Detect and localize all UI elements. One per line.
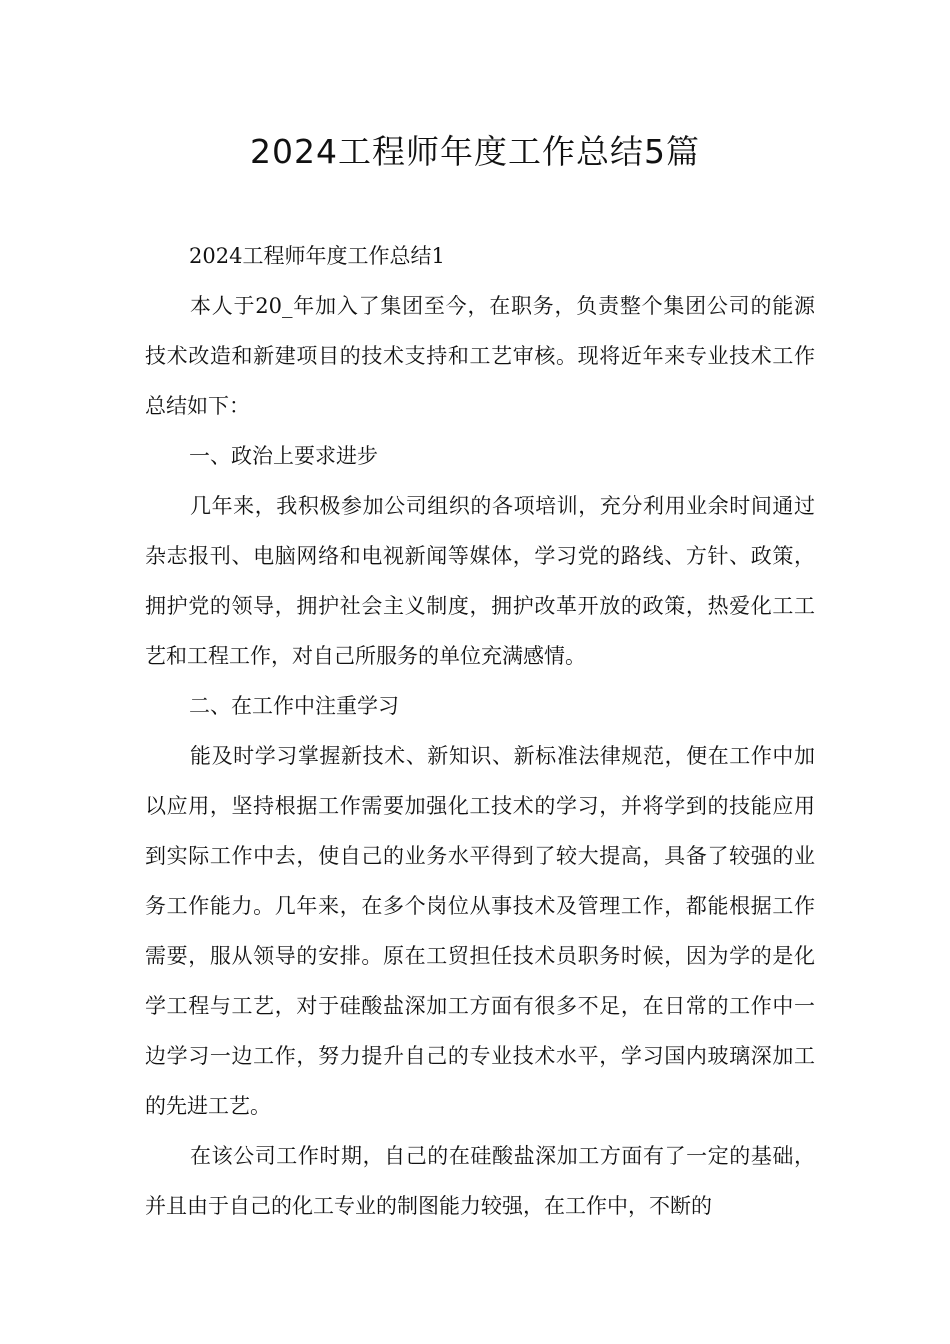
paragraph-intro: 本人于20_年加入了集团至今，在职务，负责整个集团公司的能源技术改造和新建项目的技术支持和工艺审核。现将近年来专业技术工作总结如下： [145,294,815,418]
document-body [145,231,815,1231]
section-heading-politics: 一、政治上要求进步 [189,444,378,468]
paragraph-learning: 能及时学习掌握新技术、新知识、新标准法律规范，便在工作中加以应用，坚持根据工作需要加强化工技术的学习，并将学到的技能应用到实际工作中去，使自己的业务水平得到了较大提高，具备了较强的业务工作能力。几年来，在多个岗位从事技术及管理工作，都能根据工作需要，服从领导的安排。原在工贸担任技术员职务时候，因为学的是化学工程与工艺，对于硅酸盐深加工方面有很多不足，在日常的工作中一边学习一边工作，努力提升自己的专业技术水平，学习国内玻璃深加工的先进工艺。 [145,744,815,1118]
section-title-1: 2024工程师年度工作总结1 [189,244,445,268]
paragraph-politics: 几年来，我积极参加公司组织的各项培训，充分利用业余时间通过杂志报刊、电脑网络和电视新闻等媒体，学习党的路线、方针、政策，拥护党的领导，拥护社会主义制度，拥护改革开放的政策，热爱化工工艺和工程工作，对自己所服务的单位充满感情。 [145,494,815,668]
document-title: 2024工程师年度工作总结5篇 [250,132,700,171]
section-heading-learning: 二、在工作中注重学习 [189,694,399,718]
paragraph-company-period: 在该公司工作时期，自己的在硅酸盐深加工方面有了一定的基础，并且由于自己的化工专业的制图能力较强，在工作中，不断的 [145,1144,815,1218]
